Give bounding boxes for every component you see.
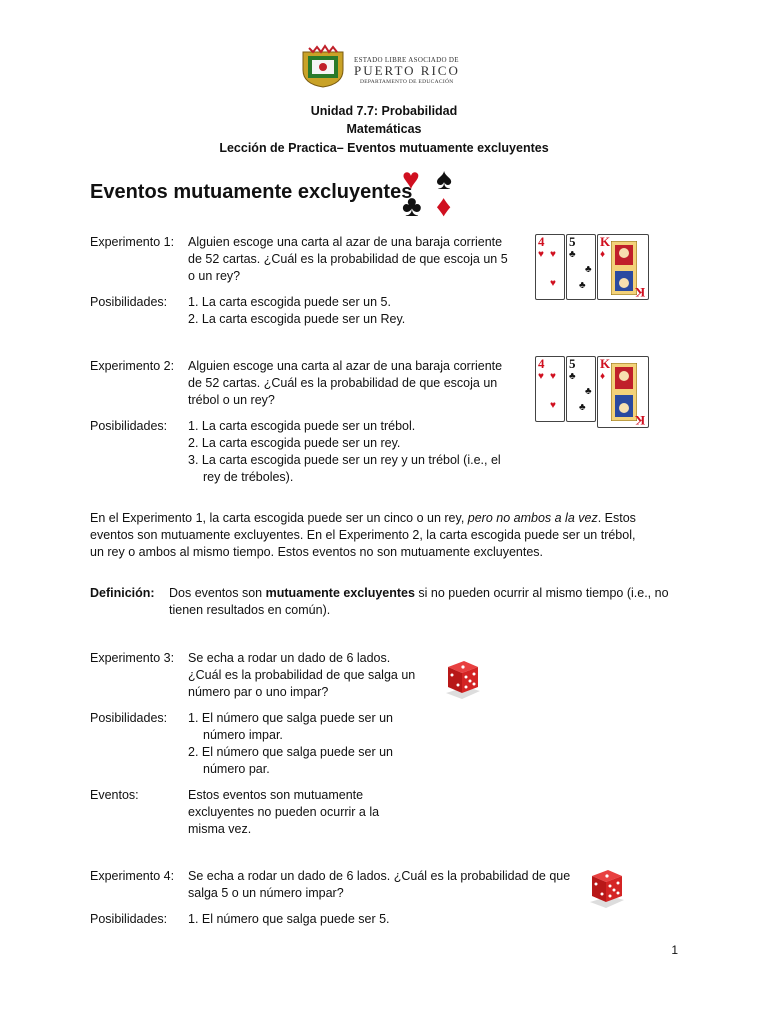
- exp2-pos2: 2. La carta escogida puede ser un rey.: [188, 436, 401, 450]
- exp2-line2: de 52 cartas. ¿Cuál es la probabilidad de que escoja un: [188, 376, 498, 390]
- exp3-pos1: 1. El número que salga puede ser un: [188, 711, 393, 725]
- king-figure-icon: [611, 241, 637, 295]
- exp3-line2: ¿Cuál es la probabilidad de que salga un: [188, 668, 416, 682]
- king-figure-icon: [611, 363, 637, 421]
- exp1-pos2: 2. La carta escogida puede ser un Rey.: [188, 312, 406, 326]
- red-die-icon: [440, 655, 482, 701]
- exp4-line2: salga 5 o un número impar?: [188, 886, 344, 900]
- playing-card-4-hearts: 4 ♥ ♥ ♥: [535, 234, 565, 300]
- exp1-line3: o un rey?: [188, 269, 241, 283]
- logo-line-1: ESTADO LIBRE ASOCIADO DE: [354, 56, 459, 64]
- exp2-line1: Alguien escoge una carta al azar de una baraja corriente: [188, 359, 503, 373]
- definition-line2: tienen resultados en común).: [169, 603, 331, 617]
- exp3-events-label: Eventos:: [90, 788, 139, 802]
- exp4-pos1: 1. El número que salga puede ser 5.: [188, 912, 390, 926]
- logo-line-2: PUERTO RICO: [354, 63, 460, 78]
- exp3-pos1-cont: número impar.: [203, 728, 283, 742]
- explanation-line1: En el Experimento 1, la carta escogida puede ser un cinco o un rey, pero no ambos a la vez. Estos: [90, 511, 636, 525]
- exp1-pos1: 1. La carta escogida puede ser un 5.: [188, 295, 391, 309]
- exp2-line3: trébol o un rey?: [188, 393, 275, 407]
- heart-suit-icon: ♥: [402, 163, 420, 196]
- section-title: Eventos mutuamente excluyentes: [90, 181, 413, 203]
- exp3-pos2: 2. El número que salga puede ser un: [188, 745, 393, 759]
- definition-line1: Dos eventos son mutuamente excluyentes si no pueden ocurrir al mismo tiempo (i.e., no: [169, 586, 669, 600]
- exp2-pos-label: Posibilidades:: [90, 419, 168, 433]
- subject-title: Matemáticas: [346, 122, 422, 136]
- unit-title: Unidad 7.7: Probabilidad: [310, 104, 458, 118]
- diamond-suit-icon: ♦: [436, 190, 452, 223]
- definition-label: Definición:: [90, 586, 155, 600]
- exp3-events-line3: misma vez.: [188, 822, 252, 836]
- exp3-line1: Se echa a rodar un dado de 6 lados.: [188, 651, 391, 665]
- playing-card-5-clubs: 5 ♣ ♣ ♣: [566, 356, 596, 422]
- playing-card-king-diamonds: K ♦ K: [597, 356, 649, 428]
- explanation-line3: un rey o ambos al mismo tiempo. Estos eventos no son mutuamente excluyentes.: [90, 545, 544, 559]
- playing-card-king-diamonds: K ♦ K: [597, 234, 649, 300]
- spade-suit-icon: ♠: [436, 163, 452, 196]
- exp2-pos1: 1. La carta escogida puede ser un trébol.: [188, 419, 416, 433]
- playing-card-5-clubs: 5 ♣ ♣ ♣: [566, 234, 596, 300]
- exp1-pos-label: Posibilidades:: [90, 295, 168, 309]
- exp3-pos2-cont: número par.: [203, 762, 270, 776]
- exp1-label: Experimento 1:: [90, 235, 175, 249]
- exp3-label: Experimento 3:: [90, 651, 175, 665]
- lesson-title: Lección de Practica– Eventos mutuamente excluyentes: [219, 141, 549, 155]
- exp1-line2: de 52 cartas. ¿Cuál es la probabilidad de que escoja un 5: [188, 252, 508, 266]
- exp4-label: Experimento 4:: [90, 869, 175, 883]
- exp2-pos3-cont: rey de tréboles).: [203, 470, 294, 484]
- exp2-label: Experimento 2:: [90, 359, 175, 373]
- exp3-line3: número par o uno impar?: [188, 685, 329, 699]
- page-number: 1: [671, 943, 678, 957]
- exp3-events-line1: Estos eventos son mutuamente: [188, 788, 364, 802]
- exp2-pos3: 3. La carta escogida puede ser un rey y un trébol (i.e., el: [188, 453, 501, 467]
- exp4-line1: Se echa a rodar un dado de 6 lados. ¿Cuál es la probabilidad de que: [188, 869, 571, 883]
- exp1-line1: Alguien escoge una carta al azar de una baraja corriente: [188, 235, 503, 249]
- exp3-events-line2: excluyentes no pueden ocurrir a la: [188, 805, 380, 819]
- explanation-line2: eventos son mutuamente excluyentes. En el Experimento 2, la carta escogida puede ser un trébol,: [90, 528, 636, 542]
- red-die-icon: [584, 864, 626, 910]
- seal-logo: [299, 44, 347, 88]
- club-suit-icon: ♣: [402, 190, 422, 223]
- logo-line-3: DEPARTAMENTO DE EDUCACIÓN: [360, 79, 454, 85]
- exp3-pos-label: Posibilidades:: [90, 711, 168, 725]
- exp4-pos-label: Posibilidades:: [90, 912, 168, 926]
- playing-card-4-hearts: 4 ♥ ♥ ♥: [535, 356, 565, 422]
